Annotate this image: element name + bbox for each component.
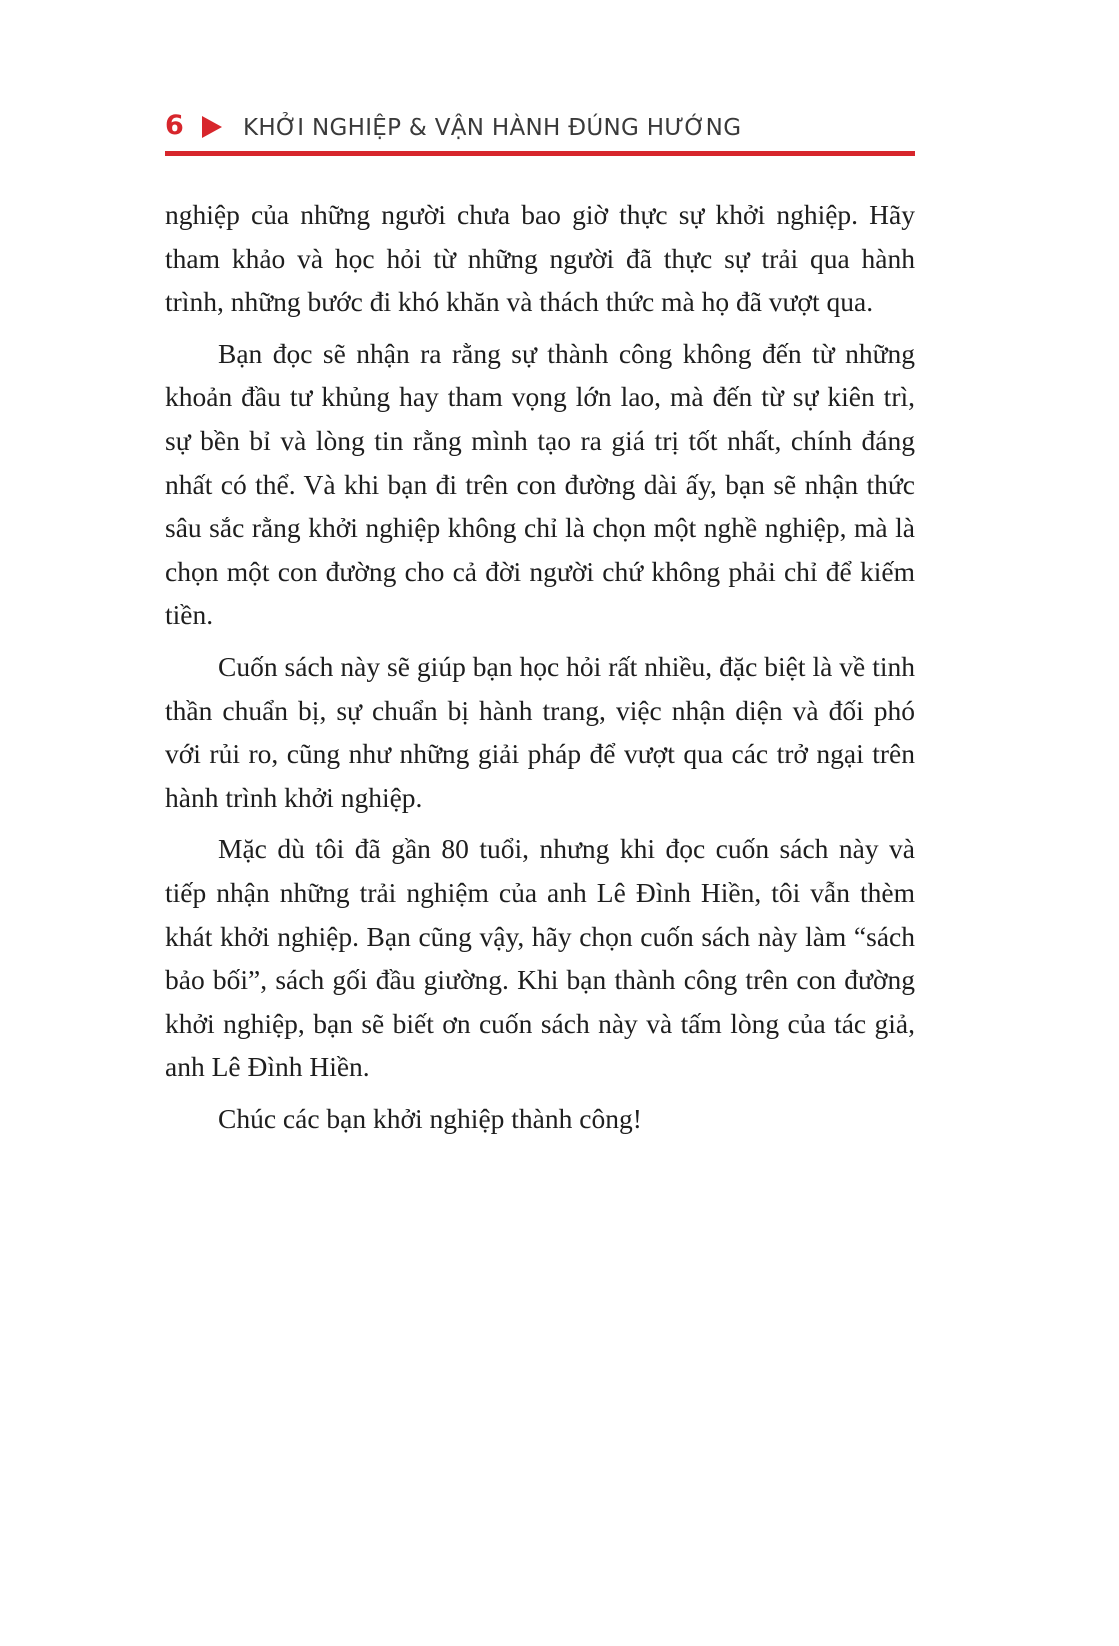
play-triangle-icon: [202, 116, 222, 138]
paragraph: Cuốn sách này sẽ giúp bạn học hỏi rất nhiều, đặc biệt là về tinh thần chuẩn bị, sự chuẩn bị hành trang, việc nhận diện và đối phó với rủi ro, cũng như những giải pháp để vượt qua các trở ngại trên hành trình khởi nghiệp.: [165, 650, 915, 813]
closing-line: Chúc các bạn khởi nghiệp thành công!: [218, 1102, 642, 1134]
paragraph-continued: nghiệp của những người chưa bao giờ thực sự khởi nghiệp. Hãy tham khảo và học hỏi từ những người đã thực sự trải qua hành trình, những bước đi khó khăn và thách thức mà họ đã vượt qua.: [165, 199, 915, 318]
running-head: [165, 108, 915, 152]
paragraph: Mặc dù tôi đã gần 80 tuổi, nhưng khi đọc cuốn sách này và tiếp nhận những trải nghiệm của anh Lê Đình Hiền, tôi vẫn thèm khát khởi nghiệp. Bạn cũng vậy, hãy chọn cuốn sách này làm “sách bảo bối”, sách gối đầu giường. Khi bạn thành công trên con đường khởi nghiệp, bạn sẽ biết ơn cuốn sách này và tấm lòng của tác giả, anh Lê Đình Hiền.: [165, 833, 915, 1083]
paragraph: Bạn đọc sẽ nhận ra rằng sự thành công không đến từ những khoản đầu tư khủng hay tham vọng lớn lao, mà đến từ sự kiên trì, sự bền bỉ và lòng tin rằng mình tạo ra giá trị tốt nhất, chính đáng nhất có thể. Và khi bạn đi trên con đường dài ấy, bạn sẽ nhận thức sâu sắc rằng khởi nghiệp không chỉ là chọn một nghề nghiệp, mà là chọn một con đường cho cả đời người chứ không phải chỉ để kiếm tiền.: [165, 337, 915, 631]
header-divider: [165, 151, 915, 156]
body-text: [165, 193, 915, 1148]
book-title: KHỞI NGHIỆP & VẬN HÀNH ĐÚNG HƯỚNG: [243, 115, 742, 141]
page-number: 6: [165, 110, 184, 141]
